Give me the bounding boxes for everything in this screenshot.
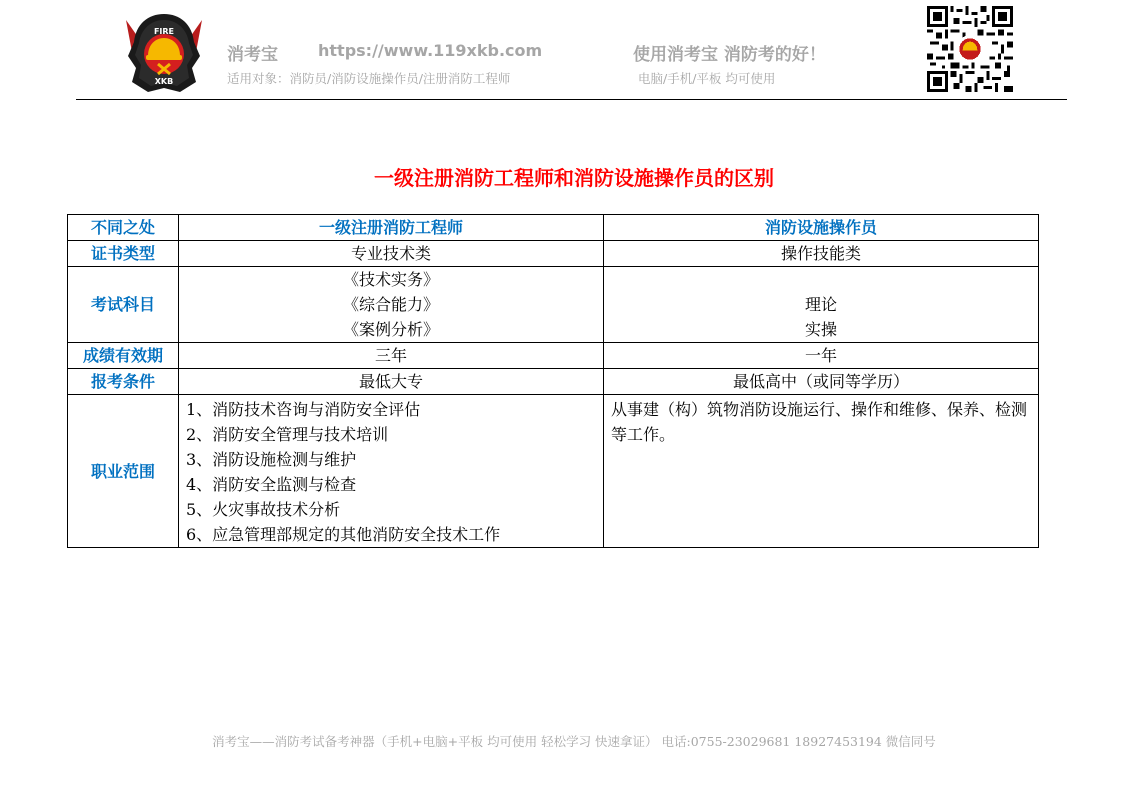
engineer-cell: 三年 <box>179 343 604 369</box>
engineer-cell: 专业技术类 <box>179 241 604 267</box>
table-row-certificate-type <box>68 241 1039 267</box>
row-label: 证书类型 <box>68 241 179 267</box>
engineer-cell <box>179 267 604 343</box>
slogan: 使用消考宝 消防考的好！ <box>633 45 826 65</box>
scope-item: 2、消防安全管理与技术培训 <box>186 425 389 444</box>
site-url-link[interactable]: https://www.119xkb.com <box>318 41 543 60</box>
row-label: 报考条件 <box>68 369 179 395</box>
header-cell-difference: 不同之处 <box>68 215 179 241</box>
audience-text: 适用对象：消防员/消防设施操作员/注册消防工程师 <box>227 71 511 86</box>
comparison-table <box>67 214 1039 548</box>
table-row-exam-subjects <box>68 267 1039 343</box>
qr-code-icon <box>927 6 1013 92</box>
row-label: 职业范围 <box>68 395 179 548</box>
scope-item: 4、消防安全监测与检查 <box>186 475 357 494</box>
fire-xkb-logo <box>118 12 210 94</box>
table-row-score-validity <box>68 343 1039 369</box>
scope-item: 1、消防技术咨询与消防安全评估 <box>186 400 421 419</box>
logo-text-top: FIRE <box>153 27 175 36</box>
devices-text: 电脑/手机/平板 均可使用 <box>638 71 776 86</box>
subject-item: 理论 <box>804 295 837 314</box>
table-header-row <box>68 215 1039 241</box>
operator-cell: 操作技能类 <box>604 241 1039 267</box>
subject-item: 《案例分析》 <box>342 320 439 339</box>
operator-cell: 从事建（构）筑物消防设施运行、操作和维修、保养、检测等工作。 <box>604 395 1039 548</box>
operator-cell: 一年 <box>604 343 1039 369</box>
scope-item: 3、消防设施检测与维护 <box>186 450 357 469</box>
document-title: 一级注册消防工程师和消防设施操作员的区别 <box>374 166 774 190</box>
page-header <box>0 0 1121 100</box>
header-cell-engineer: 一级注册消防工程师 <box>179 215 604 241</box>
scope-item: 5、火灾事故技术分析 <box>186 500 341 519</box>
engineer-cell: 最低大专 <box>179 369 604 395</box>
header-divider <box>76 99 1067 100</box>
header-cell-operator: 消防设施操作员 <box>604 215 1039 241</box>
brand-name: 消考宝 <box>227 45 278 65</box>
row-label: 成绩有效期 <box>68 343 179 369</box>
engineer-cell <box>179 395 604 548</box>
logo-text-bottom: XKB <box>154 77 174 86</box>
subject-item: 实操 <box>804 320 837 339</box>
page-footer: 消考宝——消防考试备考神器（手机+电脑+平板 均可使用 轻松学习 快速拿证） 电话:0755-23029681 18927453194 微信同号 <box>212 734 936 749</box>
table-row-career-scope <box>68 395 1039 548</box>
subject-item: 《技术实务》 <box>342 270 439 289</box>
operator-cell: 最低高中（或同等学历） <box>604 369 1039 395</box>
row-label: 考试科目 <box>68 267 179 343</box>
table-row-eligibility <box>68 369 1039 395</box>
operator-cell <box>604 267 1039 343</box>
scope-item: 6、应急管理部规定的其他消防安全技术工作 <box>186 525 501 544</box>
subject-item: 《综合能力》 <box>342 295 439 314</box>
